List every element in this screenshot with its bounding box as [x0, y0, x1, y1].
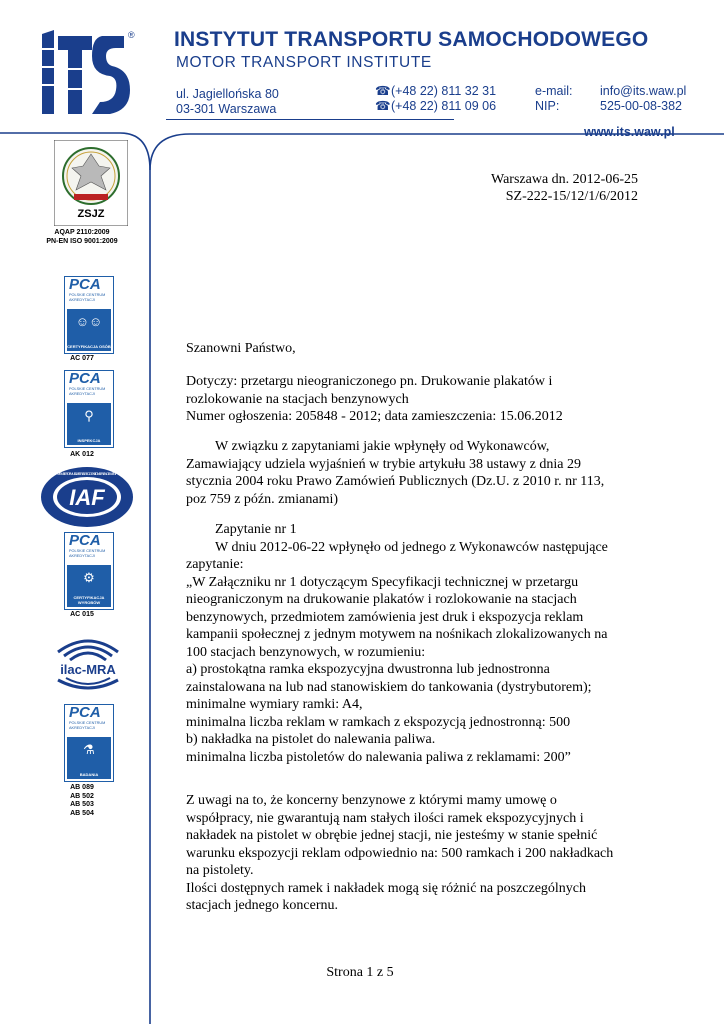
- quote-line: kampanii społecznej z jednym motywem na nośnikach zlokalizowanych na: [186, 627, 608, 642]
- badge1-code: AC 077: [70, 355, 94, 362]
- answer-line: Z uwagi na to, że koncerny benzynowe z którymi mamy umowę o: [186, 793, 557, 808]
- institute-title: INSTYTUT TRANSPORTU SAMOCHODOWEGO: [174, 28, 649, 51]
- badge4-codes: [28, 784, 136, 818]
- registered-mark: ®: [128, 30, 135, 40]
- answer-line: stacjach jednego koncernu.: [186, 898, 338, 913]
- pca-title: PCA: [69, 532, 101, 549]
- address-line-2: 03-301 Warszawa: [176, 102, 277, 116]
- quote-line: „W Załączniku nr 1 dotyczącym Specyfikacji technicznej w przetargu: [186, 574, 579, 590]
- page-number: Strona 1 z 5: [326, 965, 394, 980]
- reference-number: SZ-222-15/12/1/6/2012: [505, 189, 638, 204]
- pca-badge-persons: [64, 276, 114, 354]
- institute-subtitle: MOTOR TRANSPORT INSTITUTE: [176, 54, 432, 71]
- quote-line: nieograniczonym na drukowanie plakatów i rozlokowanie na stacjach: [186, 592, 577, 607]
- answer-line: nakładek na pistolet w obrębie jednej stacji, nie jesteśmy w stanie spełnić: [186, 828, 598, 843]
- email-label: e-mail:: [535, 84, 573, 98]
- pca-title: PCA: [69, 276, 101, 293]
- answer-line: na pistolety.: [186, 863, 254, 878]
- ilac-text: ilac-MRA: [60, 662, 116, 677]
- iaf-text: IAF: [69, 485, 105, 510]
- pca-subtitle: POLSKIE CENTRUM AKREDYTACJI: [69, 387, 106, 396]
- answer-line: warunku ekspozycji reklam odpowiednio na: 500 ramkach i 200 nakładkach: [186, 845, 614, 861]
- badge2-code: AK 012: [70, 451, 94, 458]
- iaf-logo: [40, 466, 134, 528]
- quote-line: zainstalowana na lub nad stanowiskiem do tankowania (dystrybutorem);: [186, 679, 592, 695]
- address-line-1: ul. Jagiellońska 80: [176, 87, 279, 101]
- question-title: Zapytanie nr 1: [215, 522, 297, 537]
- intro-line: W związku z zapytaniami jakie wpłynęły od Wykonawców,: [215, 439, 550, 454]
- badge-label: CERTYFIKACJA WYROBÓW: [73, 595, 105, 605]
- header-divider: [166, 119, 454, 120]
- subject-line: Numer ogłoszenia: 205848 - 2012; data zamieszczenia: 15.06.2012: [186, 409, 563, 424]
- zsjz-label: ZSJZ: [77, 208, 105, 220]
- pca-subtitle: POLSKIE CENTRUM AKREDYTACJI: [69, 549, 106, 558]
- phone-1: (+48 22) 811 32 31: [391, 84, 497, 98]
- quote-line: benzynowych, przedmiotem zamówienia jest druk i ekspozycja reklam: [186, 609, 584, 625]
- quote-line: 100 stacjach benzynowych, w rozumieniu:: [186, 644, 426, 660]
- people-icon: ☺☺: [75, 314, 103, 329]
- subject-line: rozlokowanie na stacjach benzynowych: [186, 391, 409, 407]
- subject-line: Dotyczy: przetargu nieograniczonego pn. Drukowanie plakatów i: [186, 374, 553, 389]
- contact-labels: [535, 84, 573, 114]
- aqap-certs: [28, 229, 136, 246]
- intro-line: Zamawiający udziela wyjaśnień w trybie artykułu 38 ustawy z dnia 29: [186, 456, 581, 472]
- badge-label: INSPEKCJA: [77, 438, 101, 443]
- nip-value: 525-00-08-382: [600, 99, 683, 113]
- answer-paragraph: [186, 792, 613, 915]
- aqap-line-2: PN-EN ISO 9001:2009: [46, 237, 118, 245]
- its-logo: [40, 26, 140, 118]
- quote-line: minimalne wymiary ramki: A4,: [186, 697, 363, 712]
- pca-subtitle: POLSKIE CENTRUM AKREDYTACJI: [69, 721, 106, 730]
- answer-line: współpracy, nie gwarantują nam stałych ilości ramek ekspozycyjnych i: [186, 810, 584, 826]
- date-line: Warszawa dn. 2012-06-25: [491, 172, 638, 187]
- pca-badge-testing: [64, 704, 114, 782]
- iaf-ring-text: MEMBER OF MULTILATERAL RECOGNITION ARRANGEMENT: [57, 471, 117, 476]
- badge4-code-4: AB 504: [70, 809, 94, 817]
- badge4-code-3: AB 503: [70, 801, 94, 808]
- magnifier-icon: ⚲: [84, 408, 94, 423]
- fax-icon: ☎: [375, 99, 391, 113]
- question-intro-line: W dniu 2012-06-22 wpłynęło od jednego z Wykonawców następujące: [215, 539, 608, 555]
- flask-icon: ⚗: [83, 742, 95, 757]
- subject-block: [186, 373, 563, 426]
- pca-subtitle: POLSKIE CENTRUM AKREDYTACJI: [69, 293, 106, 302]
- gears-icon: ⚙: [83, 570, 95, 585]
- zsjz-emblem: [54, 140, 128, 226]
- contact-values: [600, 84, 686, 114]
- address-block: [176, 87, 279, 117]
- intro-line: poz 759 z późn. zmianami): [186, 491, 339, 507]
- intro-paragraph: [186, 438, 604, 508]
- badge4-code-2: AB 502: [70, 792, 94, 800]
- phone-block: [375, 84, 496, 114]
- email-value[interactable]: info@its.waw.pl: [600, 84, 687, 98]
- quote-line: a) prostokątna ramka ekspozycyjna dwustronna lub jednostronna: [186, 662, 550, 677]
- quote-line: minimalna liczba pistoletów do nalewania paliwa z reklamami: 200”: [186, 749, 571, 765]
- question-block: [186, 521, 608, 766]
- date-block: [430, 171, 638, 205]
- badge3-code: AC 015: [70, 611, 94, 618]
- website-link[interactable]: www.its.waw.pl: [584, 125, 675, 139]
- quote-line: b) nakładka na pistolet do nalewania paliwa.: [186, 732, 436, 747]
- badge-label: BADANIA: [79, 772, 99, 777]
- phone-icon: ☎: [375, 84, 391, 98]
- salutation: Szanowni Państwo,: [186, 341, 296, 356]
- pca-badge-products: [64, 532, 114, 610]
- answer-line: Ilości dostępnych ramek i nakładek mogą się różnić na poszczególnych: [186, 880, 587, 896]
- question-intro-line: zapytanie:: [186, 557, 244, 572]
- nip-label: NIP:: [535, 99, 560, 113]
- pca-badge-inspection: [64, 370, 114, 448]
- aqap-line-1: AQAP 2110:2009: [54, 229, 110, 236]
- ilac-mra-logo: [50, 626, 126, 696]
- pca-title: PCA: [69, 704, 101, 721]
- intro-line: stycznia 2004 roku Prawo Zamówień Publicznych (Dz.U. z 2010 r. nr 113,: [186, 474, 605, 489]
- pca-title: PCA: [69, 370, 101, 387]
- badge-label: CERTYFIKACJA OSÓB: [67, 344, 111, 349]
- badge4-code-1: AB 089: [70, 784, 94, 791]
- phone-2: (+48 22) 811 09 06: [391, 99, 497, 113]
- quote-line: minimalna liczba reklam w ramkach z ekspozycją jednostronną: 500: [186, 714, 571, 730]
